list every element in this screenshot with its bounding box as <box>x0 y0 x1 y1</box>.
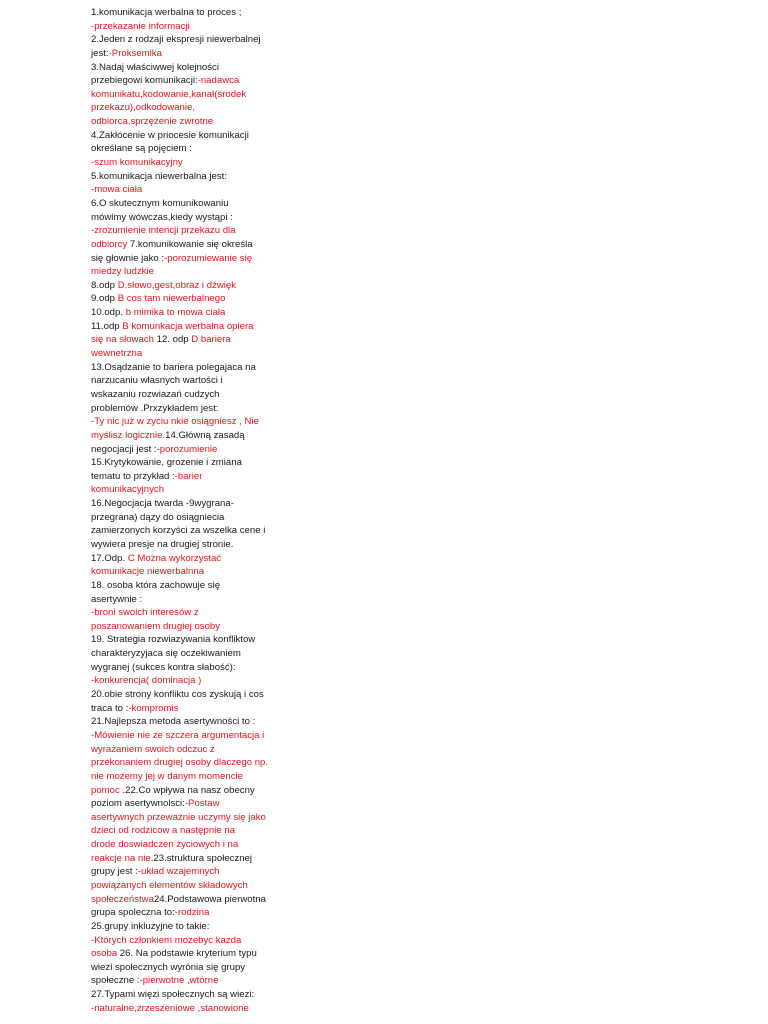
text-line <box>91 20 269 34</box>
text-line <box>91 483 269 497</box>
question-text: poziom asertywnolsci: <box>91 798 185 810</box>
answer-text: komunikatu,kodowanie,kanał(środek <box>91 88 247 100</box>
text-line <box>91 920 269 934</box>
question-text: 15.Krytykowanie, grozenie i zmiana <box>91 457 242 469</box>
text-line <box>91 552 269 566</box>
question-text: problemów .Prxzykładem jest: <box>91 402 219 414</box>
answer-text: osoba <box>91 948 118 960</box>
text-line <box>91 934 269 948</box>
question-text: charakteryzyjaca się oczekiwaniem <box>91 648 241 660</box>
answer-text: powiązanych elementów składowych <box>91 880 248 891</box>
text-line <box>91 74 269 88</box>
answer-text: -Proksemika <box>108 47 162 59</box>
text-line <box>91 429 269 443</box>
text-line <box>91 470 269 484</box>
question-text: 5.komunikacja niewerbalna jest: <box>91 170 227 182</box>
text-line <box>91 129 269 143</box>
text-line <box>91 61 269 75</box>
question-text: negocjacji jest : <box>91 443 157 455</box>
text-line <box>91 661 269 675</box>
text-line <box>91 456 269 470</box>
text-line <box>91 852 269 866</box>
answer-text: odbiorca,sprzężenie zwrotne <box>91 116 214 128</box>
question-text: mówimy wówczas,kiedy wystąpi : <box>91 211 233 223</box>
question-text: 1.komunikacja werbalna to proces ; <box>91 7 242 18</box>
question-text: 16.Negocjacja twarda -9wygrana- <box>91 498 234 510</box>
text-line <box>91 224 269 238</box>
text-line <box>91 115 269 129</box>
answer-text: -barier <box>174 470 203 482</box>
text-line <box>91 838 269 852</box>
text-line <box>91 865 269 879</box>
text-line <box>91 265 269 279</box>
answer-text: pomoc <box>91 784 120 796</box>
text-line <box>91 1002 269 1016</box>
answer-text: przekonaniem drugiej osoby dlaczego np. <box>91 757 269 769</box>
question-text: się głownie jako : <box>91 252 165 264</box>
text-line <box>91 320 269 334</box>
text-line <box>91 947 269 961</box>
text-line <box>91 906 269 920</box>
question-text: 12. odp <box>153 334 192 346</box>
text-line <box>91 565 269 579</box>
text-line <box>91 306 269 320</box>
question-text: grupa spoleczna to: <box>91 907 175 919</box>
question-text: wygranej (sukces kontra słabość): <box>91 661 236 673</box>
text-line <box>91 824 269 838</box>
answer-text: B komunkacja werbalna opiera <box>122 320 254 332</box>
answer-text: -zrozumienie intencji przekazu dla <box>91 225 236 237</box>
answer-text: -porozumiewanie się <box>164 252 253 264</box>
text-line <box>91 729 269 743</box>
text-line <box>91 333 269 347</box>
answer-text: -rodzina <box>174 907 210 919</box>
question-text: wywiera presje na drugiej stronie. <box>91 538 234 550</box>
answer-text: B cos tam niewerbalnego <box>117 293 226 305</box>
question-text: 7.komunikowanie się określa <box>127 238 253 250</box>
answer-text: wewnetrzna <box>91 348 143 360</box>
question-text: wskazaniu rozwiazań cudzych <box>91 388 220 400</box>
question-text: 14.Główną zasadą <box>165 429 245 441</box>
answer-text: reakcje na nie. <box>91 852 154 864</box>
text-line <box>91 361 269 375</box>
text-line <box>91 142 269 156</box>
text-line <box>91 374 269 388</box>
question-text: 11.odp <box>91 320 123 332</box>
answer-text: -broni swoich interesów z <box>91 607 199 619</box>
text-line <box>91 879 269 893</box>
question-text: 27.Typami więzi społecznych są wiezi: <box>91 989 255 1001</box>
text-line <box>91 620 269 634</box>
document-text <box>91 6 269 1015</box>
answer-text: -pierwotne ,wtórne <box>139 975 219 987</box>
text-line <box>91 893 269 907</box>
question-text: 6.O skutecznym komunikowaniu <box>91 197 229 209</box>
answer-text: b mimika to mowa ciała <box>125 307 226 319</box>
text-line <box>91 538 269 552</box>
text-line <box>91 402 269 416</box>
text-line <box>91 211 269 225</box>
answer-text: -konkurencja( dominacja ) <box>91 675 202 687</box>
answer-text: poszanowaniem drugiej osoby <box>91 620 221 632</box>
text-line <box>91 647 269 661</box>
answer-text: -kompromis <box>128 702 179 714</box>
question-text: asertywnie : <box>91 593 143 605</box>
question-text: 23.struktura społecznej <box>153 852 253 864</box>
question-text: traca to : <box>91 702 129 714</box>
question-text: 25.grupy inkluzyjne to takie: <box>91 920 210 932</box>
question-text: jest: <box>91 47 109 59</box>
text-line <box>91 797 269 811</box>
question-text: 17.Odp. <box>91 552 128 564</box>
text-line <box>91 279 269 293</box>
answer-text: C Można wykorzystać <box>127 552 222 564</box>
answer-text: nie możemy jej w danym momencie <box>91 770 243 782</box>
text-line <box>91 47 269 61</box>
question-text: 18. osoba która zachowuje się <box>91 579 221 591</box>
answer-text: komunikacyjnych <box>91 484 165 496</box>
question-text: .22.Co wpływa na nasz obecny <box>119 784 255 796</box>
answer-text: -Ty nic już w zyciu nkie osiągniesz , Nie <box>91 416 259 428</box>
text-line <box>91 524 269 538</box>
question-text: narzucaniu własnych wartości i <box>91 375 223 387</box>
text-line <box>91 252 269 266</box>
question-text: 19. Strategia rozwiazywania konfliktow <box>91 634 256 646</box>
text-line <box>91 497 269 511</box>
question-text: 8.odp <box>91 279 118 291</box>
question-text: 10.odp. <box>91 307 126 319</box>
question-text: społeczne : <box>91 975 140 987</box>
text-line <box>91 593 269 607</box>
text-line <box>91 6 269 20</box>
answer-text: -naturalne,zrzeszeniowe ,stanowione <box>91 1002 249 1014</box>
answer-text: D.słowo,gest,obraz i dźwięk <box>117 279 237 291</box>
question-text: określane są pojęciem : <box>91 143 192 155</box>
question-text: tematu to przykład : <box>91 470 175 482</box>
question-text: 26. Na podstawie kryterium typu <box>117 948 257 960</box>
question-text: 24.Podstawowa pierwotna <box>153 893 266 905</box>
text-line <box>91 988 269 1002</box>
answer-text: wyrażaniem swoich odczuc z <box>91 743 215 755</box>
text-line <box>91 88 269 102</box>
answer-text: się na słowach <box>91 334 154 346</box>
text-line <box>91 415 269 429</box>
question-text: 13.Osądzanie to bariera polegajaca na <box>91 361 256 373</box>
text-line <box>91 770 269 784</box>
answer-text: -szum komunikacyjny <box>91 157 183 169</box>
question-text: 20.obie strony konfliktu cos zyskują i cos <box>91 689 264 701</box>
question-text: 21.Najlepsza metoda asertywności to : <box>91 716 256 728</box>
text-line <box>91 784 269 798</box>
text-line <box>91 702 269 716</box>
answer-text: drode doswiadczen życiowych i na <box>91 839 239 851</box>
text-line <box>91 756 269 770</box>
question-text: przegrana) dązy do osiągniecia <box>91 511 225 523</box>
answer-text: społeczeństwa <box>91 893 154 905</box>
text-line <box>91 101 269 115</box>
answer-text: -Mówienie nie ze szczera argumentacja i <box>91 729 265 741</box>
question-text: 3.Nadaj właściwwej kolejności <box>91 61 219 73</box>
text-line <box>91 170 269 184</box>
text-line <box>91 443 269 457</box>
text-line <box>91 197 269 211</box>
text-line <box>91 688 269 702</box>
answer-text: asertywnych przeważnie uczymy się jako <box>91 811 266 823</box>
text-line <box>91 715 269 729</box>
text-line <box>91 347 269 361</box>
text-line <box>91 388 269 402</box>
text-line <box>91 961 269 975</box>
answer-text: -Postaw <box>184 798 220 810</box>
text-line <box>91 511 269 525</box>
answer-text: -nadawca <box>197 75 240 87</box>
text-line <box>91 579 269 593</box>
answer-text: -porozumienie <box>156 443 218 455</box>
question-text: 4.Zakłócenie w priocesie komunikacji <box>91 129 249 141</box>
answer-text: -mowa ciała <box>91 184 143 196</box>
answer-text: D bariera <box>191 334 231 346</box>
question-text: 9.odp <box>91 293 118 305</box>
answer-text: odbiorcy <box>91 238 128 250</box>
question-text: wiezi społecznych wyrónia się grupy <box>91 961 246 973</box>
text-line <box>91 33 269 47</box>
answer-text: komunikacje niewerbalnna <box>91 566 205 578</box>
question-text: zamierzonych korzyści za wszelka cene i <box>91 525 266 537</box>
answer-text: -Których członkiem mozebyc kazda <box>91 934 242 946</box>
answer-text: przekazu),odkodowanie, <box>91 102 195 114</box>
text-line <box>91 183 269 197</box>
text-line <box>91 238 269 252</box>
text-line <box>91 674 269 688</box>
question-text: przebiegowi komunikacji: <box>91 75 198 87</box>
text-line <box>91 156 269 170</box>
text-line <box>91 743 269 757</box>
question-text: 2.Jeden z rodzaji ekspresji niewerbalnej <box>91 34 261 46</box>
question-text: grupy jest : <box>91 866 138 878</box>
answer-text: dzieci od rodzicow a następnie na <box>91 825 235 837</box>
text-line <box>91 633 269 647</box>
text-line <box>91 606 269 620</box>
answer-text: -przekazanie informacji <box>91 20 190 32</box>
answer-text: myślisz logicznie. <box>91 429 166 441</box>
text-line <box>91 811 269 825</box>
text-line <box>91 292 269 306</box>
answer-text: -układ wzajemnych <box>137 866 220 878</box>
text-line <box>91 974 269 988</box>
answer-text: miedzy ludzkie <box>91 266 154 278</box>
